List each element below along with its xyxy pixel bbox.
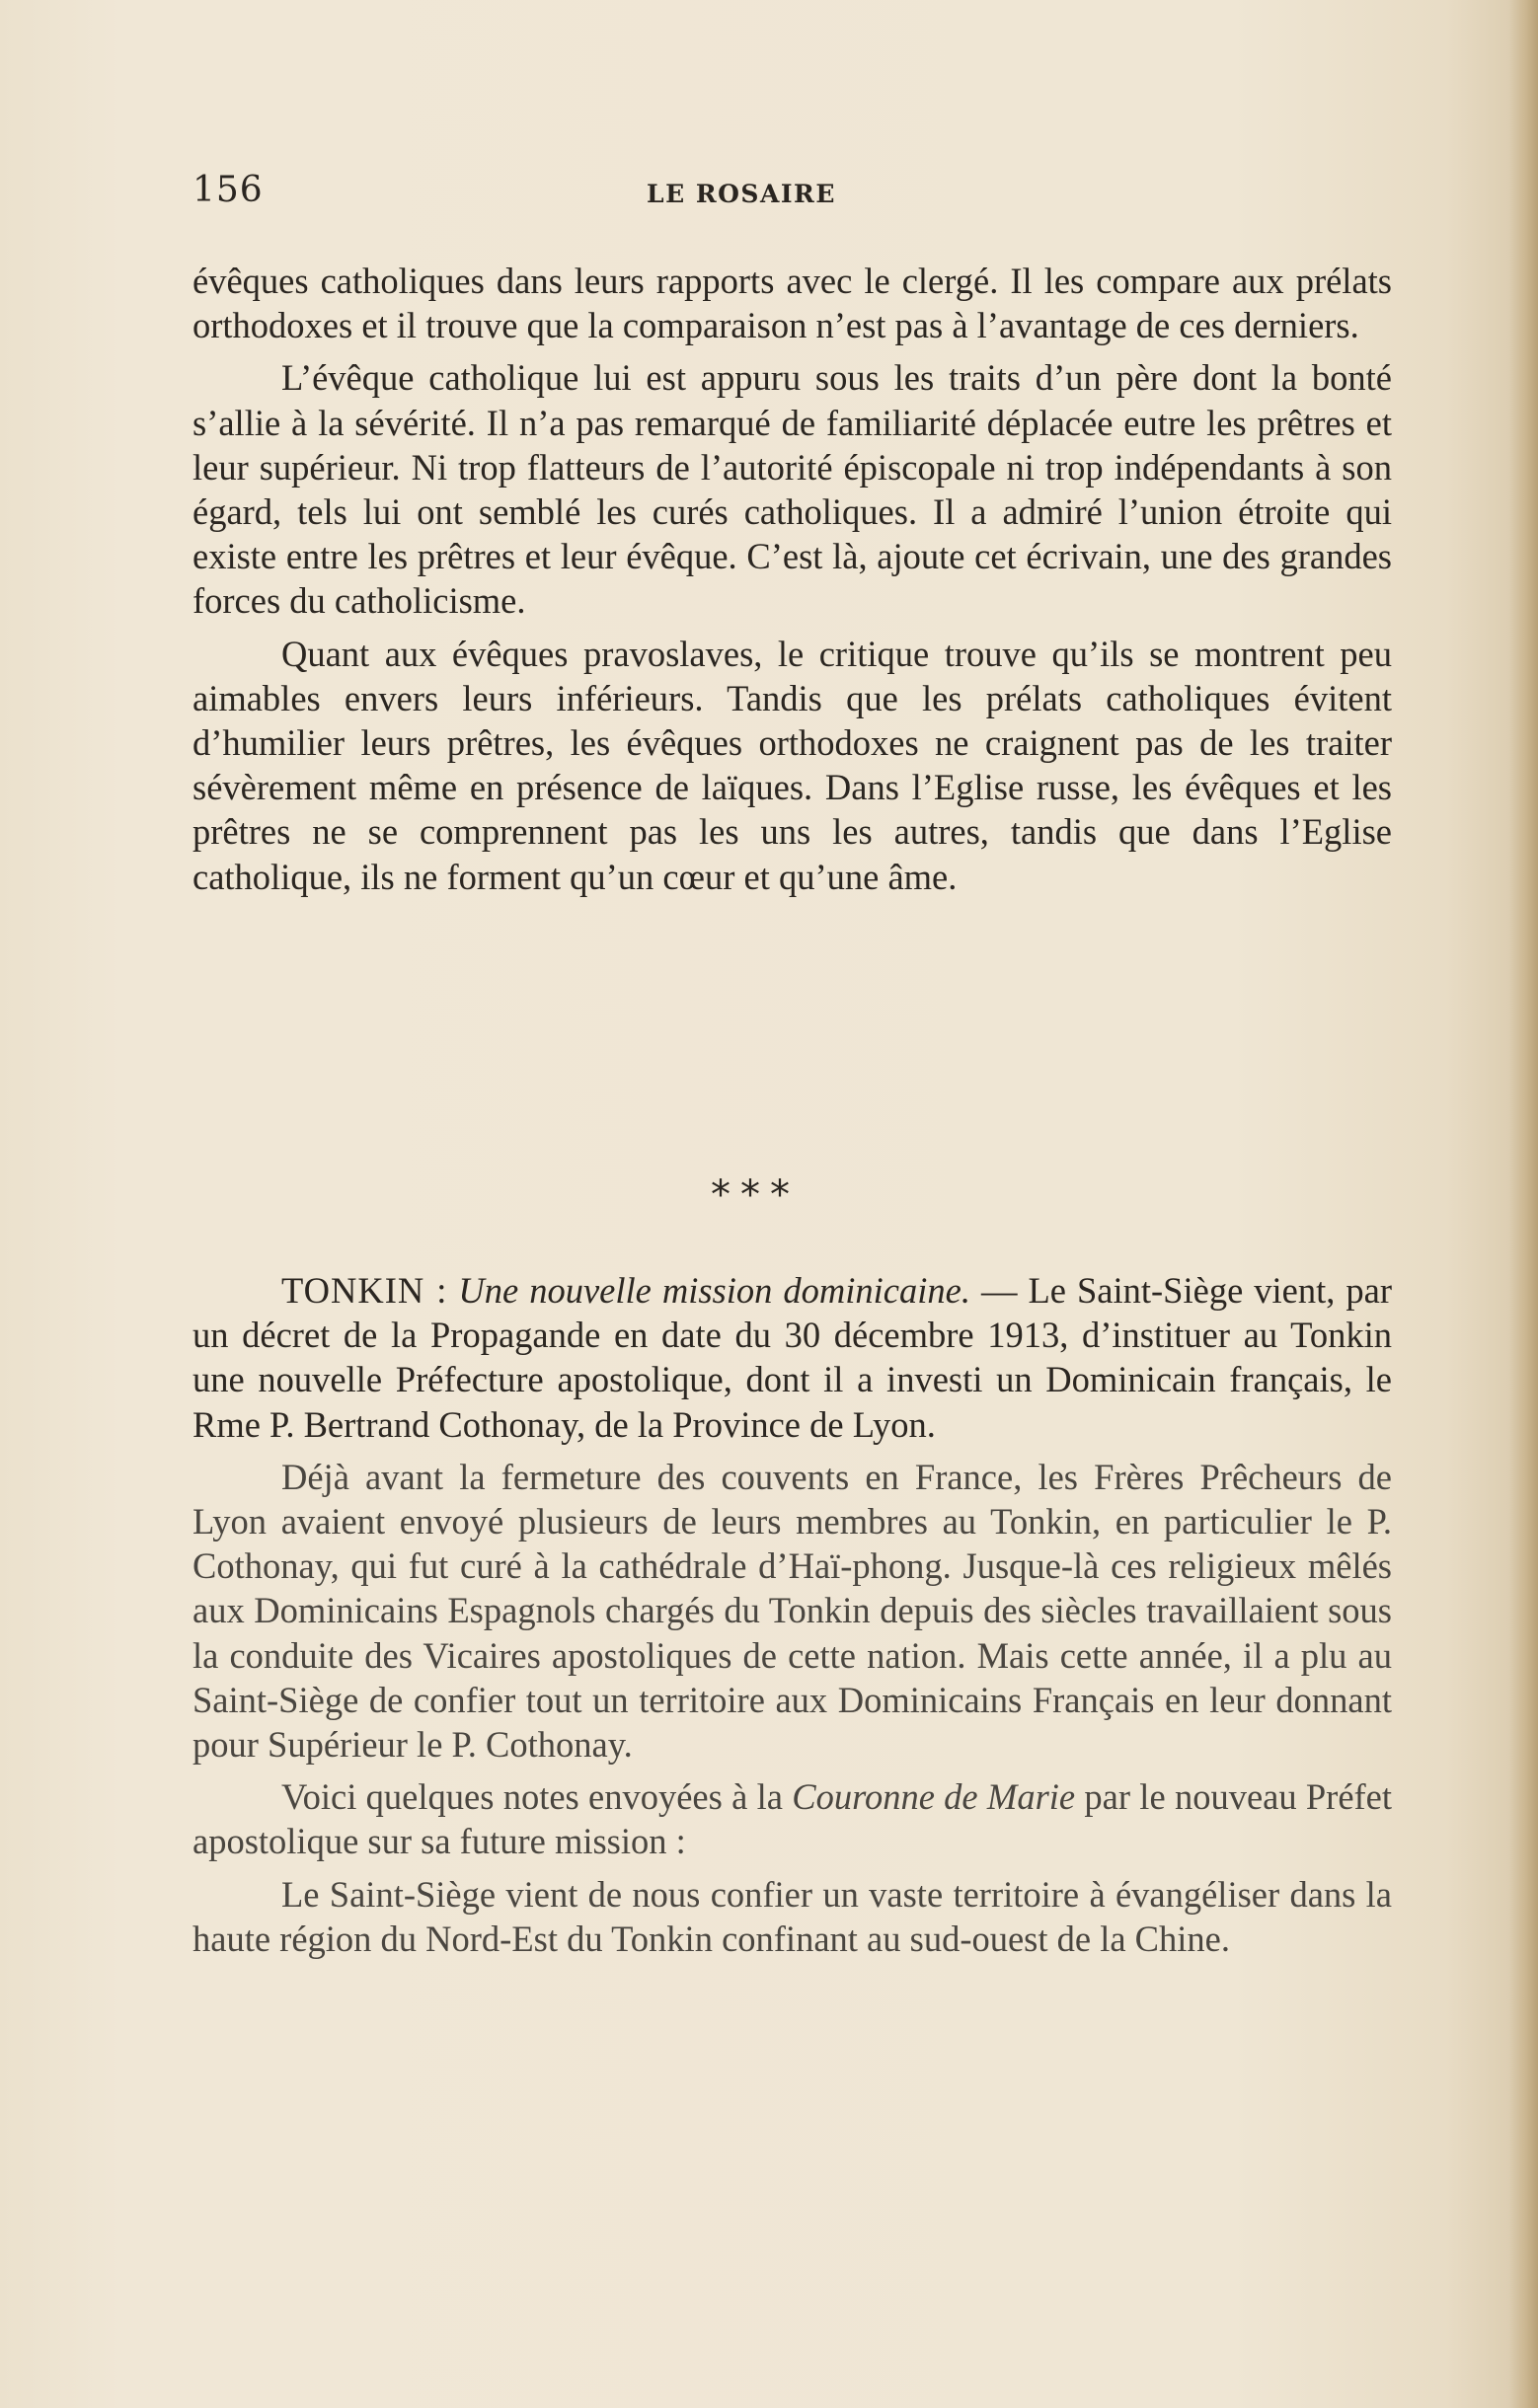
paragraph-continued: évêques catholiques dans leurs rapports avec le clergé. Il les compare aux prélats orthodoxes et il trouve que la comparaison n’est pas à l’avantage de ces derniers. — [192, 261, 1392, 346]
page-edge-shadow — [1508, 0, 1538, 2408]
paragraph-eveques-pravoslaves: Quant aux évêques pravoslaves, le critique trouve qu’ils se montrent peu aimables envers leurs inférieurs. Tandis que les prélats catholiques évitent d’humilier leurs prêtres, les évêques orthodoxes ne craignent pas de les traiter sévèrement même en présence de laïques. Dans l’Eglise russe, les évêques et les prêtres ne se comprennent pas les uns les autres, tandis que dans l’Eglise catholique, ils ne forment qu’un cœur et qu’une âme. — [192, 633, 1392, 897]
paragraph-deja-avant: Déjà avant la fermeture des couvents en France, les Frères Prêcheurs de Lyon avaient envoyé plusieurs de leurs membres au Tonkin, en particulier le P. Cothonay, qui fut curé à la cathédrale d’Haï-phong. Jusque-là ces religieux mêlés aux Dominicains Espagnols chargés du Tonkin depuis des siècles travaillaient sous la conduite des Vicaires apostoliques de cette nation. Mais cette année, il a plu au Saint-Siège de confier tout un territoire aux Dominicains Français en leur donnant pour Supérieur le P. Cothonay. — [192, 1456, 1392, 1766]
paragraph-voici-notes — [192, 1774, 1392, 1863]
paragraph-voici-start: Voici quelques notes envoyées à la — [281, 1776, 783, 1818]
paragraph-saint-siege: Le Saint-Siège vient de nous confier un vaste territoire à évangéliser dans la haute région du Nord-Est du Tonkin confinant au sud-ouest de la Chine. — [192, 1873, 1392, 1959]
text-block-2 — [192, 1268, 1392, 1961]
section-heading-place: TONKIN : — [281, 1270, 448, 1311]
section-separator: *** — [711, 1172, 800, 1218]
paragraph-voici-end: par le nouveau Préfet apostolique sur sa future mission : — [192, 1776, 1393, 1862]
paragraph-tonkin — [192, 1268, 1392, 1447]
text-block-1 — [192, 259, 1392, 899]
page-header — [192, 170, 1397, 219]
paragraph-tonkin-text: — Le Saint-Siège vient, par un décret de la Propagande en date du 30 décembre 1913, d’instituer au Tonkin une nouvelle Préfecture apostolique, dont il a investi un Dominicain français, le Rme P. Bertrand Cothonay, de la Province de Lyon. — [192, 1270, 1392, 1445]
publication-title: Couronne de Marie — [792, 1776, 1076, 1818]
section-heading-title: Une nouvelle mission dominicaine. — [458, 1270, 970, 1311]
paragraph-eveque-catholique: L’évêque catholique lui est appuru sous les traits d’un père dont la bonté s’allie à la sévérité. Il n’a pas remarqué de familiarité déplacée eutre les prêtres et leur supérieur. Ni trop flatteurs de l’autorité épiscopale ni trop indépendants à son égard, tels lui ont semblé les curés catholiques. Il a admiré l’union étroite qui existe entre les prêtres et leur évêque. C’est là, ajoute cet écrivain, une des grandes forces du catholicisme. — [192, 357, 1392, 622]
page-number: 156 — [192, 170, 264, 210]
running-head: LE ROSAIRE — [647, 180, 836, 208]
